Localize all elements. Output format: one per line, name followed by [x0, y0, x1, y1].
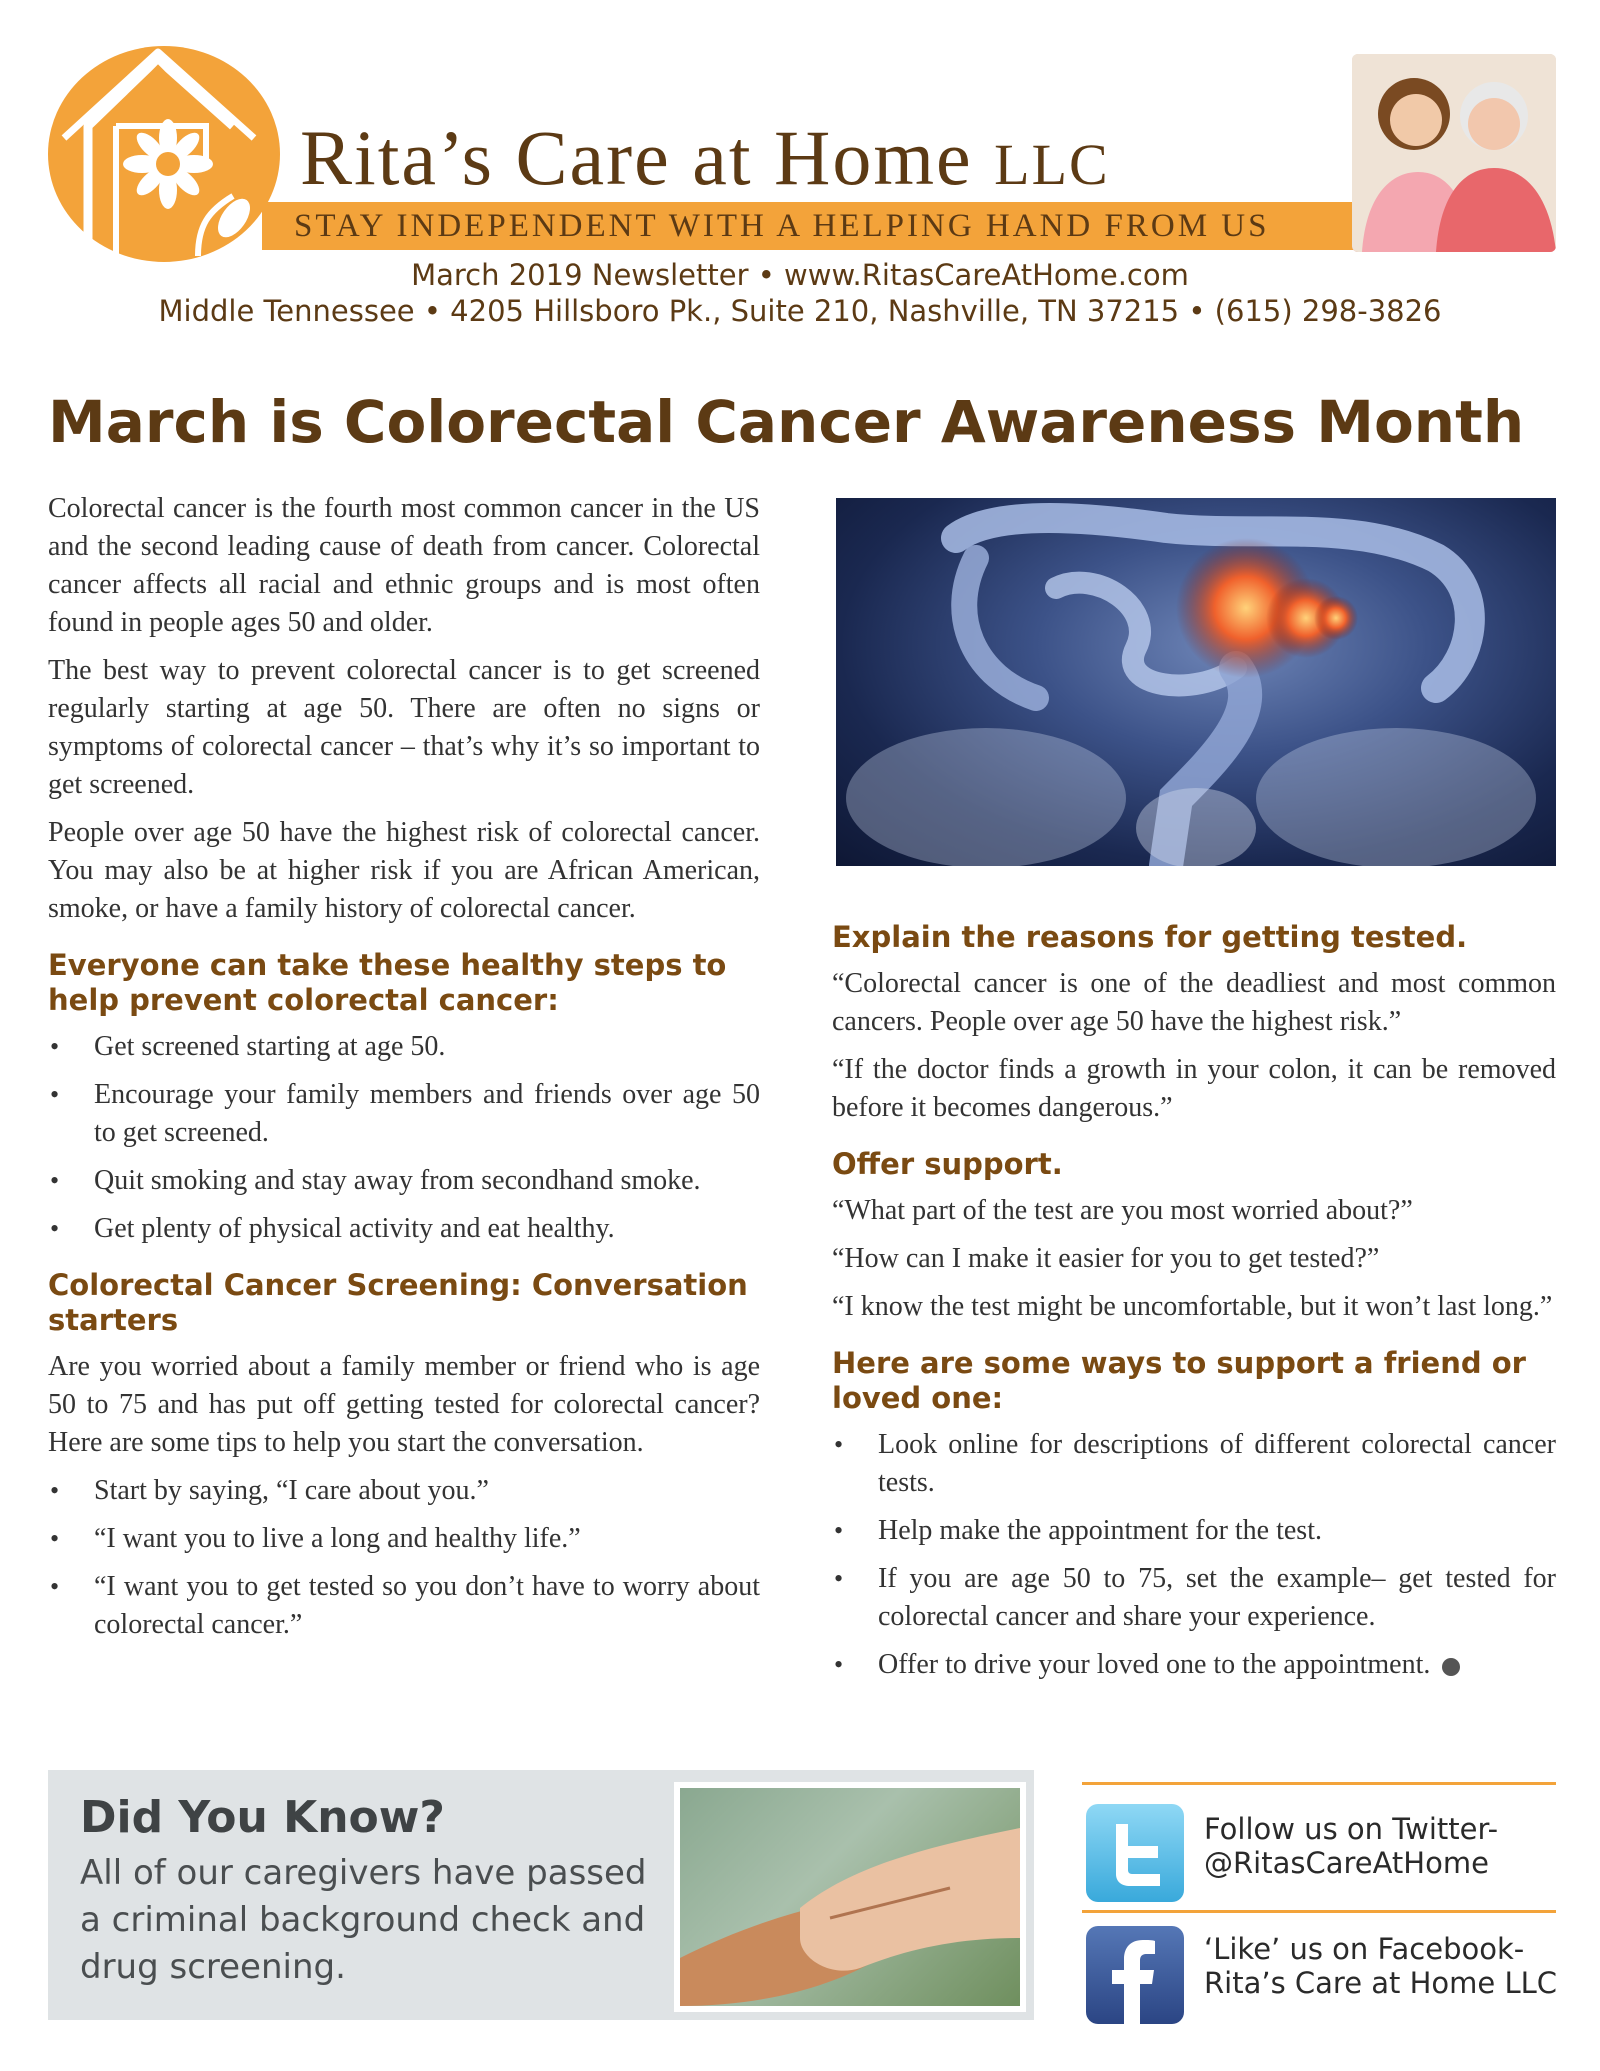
support-quote-1: “What part of the test are you most worried about?”: [832, 1195, 1413, 1226]
list-item: • “I want you to live a long and healthy life.”: [48, 1520, 760, 1558]
list-item: • If you are age 50 to 75, set the example– get tested for colorectal cancer and share your experience.: [832, 1560, 1556, 1636]
ways-heading: Here are some ways to support a friend or loved one:: [832, 1346, 1526, 1415]
facebook-page-name: Rita’s Care at Home LLC: [1204, 1966, 1558, 2000]
conversation-heading: Colorectal Cancer Screening: Conversation starters: [48, 1268, 748, 1337]
house-flower-logo-icon: [48, 46, 280, 262]
list-item: • Help make the appointment for the test.: [832, 1512, 1556, 1550]
twitter-bird-icon[interactable]: [1086, 1804, 1184, 1902]
conversation-list: [48, 1472, 760, 1644]
colon-illustration-image: [836, 498, 1556, 866]
twitter-line-1: Follow us on Twitter-: [1204, 1812, 1499, 1846]
list-item: • “I want you to get tested so you don’t have to worry about colorectal cancer.”: [48, 1568, 760, 1644]
social-divider-middle: [1082, 1910, 1556, 1913]
support-quote-3: “I know the test might be uncomfortable, but it won’t last long.”: [832, 1291, 1553, 1322]
list-item: • Get screened starting at age 50.: [48, 1028, 760, 1066]
list-item: • Encourage your family members and friends over age 50 to get screened.: [48, 1076, 760, 1152]
support-heading: Offer support.: [832, 1147, 1063, 1181]
right-column: [832, 900, 1556, 1694]
ways-list: [832, 1426, 1556, 1684]
left-column: [48, 490, 760, 1654]
caregiver-photo: [1352, 54, 1556, 252]
brand-suffix: LLC: [994, 132, 1110, 197]
facebook-like-text[interactable]: [1204, 1932, 1564, 2000]
explain-quote-1: “Colorectal cancer is one of the deadliest and most common cancers. People over age 50 have the highest risk.”: [832, 968, 1556, 1037]
list-item: • Start by saying, “I care about you.”: [48, 1472, 760, 1510]
explain-heading: Explain the reasons for getting tested.: [832, 920, 1468, 954]
healthy-steps-heading: Everyone can take these healthy steps to help prevent colorectal cancer:: [48, 948, 727, 1017]
article-title: March is Colorectal Cancer Awareness Month: [48, 388, 1525, 456]
explain-quote-2: “If the doctor finds a growth in your colon, it can be removed before it becomes dangerous.”: [832, 1054, 1556, 1123]
list-item: • Look online for descriptions of different colorectal cancer tests.: [832, 1426, 1556, 1502]
did-you-know-title: Did You Know?: [80, 1792, 445, 1843]
intro-paragraph-2: The best way to prevent colorectal cancer is to get screened regularly starting at age 50. There are often no signs or symptoms of colorectal cancer – that’s why it’s so important to get screened.: [48, 655, 760, 800]
brand-name-text: Rita’s Care at Home: [300, 114, 973, 201]
facebook-f-icon[interactable]: [1086, 1926, 1184, 2024]
intro-paragraph-3: People over age 50 have the highest risk of colorectal cancer. You may also be at higher risk if you are African American, smoke, or have a family history of colorectal cancer.: [48, 817, 760, 924]
address-line: Middle Tennessee • 4205 Hillsboro Pk., Suite 210, Nashville, TN 37215 • (615) 298-3826: [158, 294, 1442, 328]
support-quote-2: “How can I make it easier for you to get tested?”: [832, 1243, 1380, 1274]
list-item-last: [832, 1646, 1556, 1684]
conversation-intro: Are you worried about a family member or friend who is age 50 to 75 and has put off getting tested for colorectal cancer? Here are some tips to help you start the conversation.: [48, 1351, 760, 1458]
holding-hands-photo: [674, 1782, 1026, 2012]
list-item-text: Offer to drive your loved one to the appointment.: [878, 1649, 1431, 1680]
tagline: STAY INDEPENDENT WITH A HELPING HAND FROM US: [294, 208, 1270, 244]
list-item: • Quit smoking and stay away from secondhand smoke.: [48, 1162, 760, 1200]
facebook-line-1: ‘Like’ us on Facebook-: [1204, 1932, 1525, 1966]
brand-name: [300, 112, 1340, 204]
intro-paragraph-1: Colorectal cancer is the fourth most common cancer in the US and the second leading cause of death from cancer. Colorectal cancer affects all racial and ethnic groups and is most often found in people ages 50 and older.: [48, 493, 760, 638]
social-divider-top: [1082, 1782, 1556, 1785]
end-mark-icon: [1442, 1658, 1460, 1676]
list-item: • Get plenty of physical activity and eat healthy.: [48, 1210, 760, 1248]
did-you-know-text: All of our caregivers have passed a criminal background check and drug screening.: [80, 1853, 647, 1987]
twitter-follow-text[interactable]: [1204, 1812, 1564, 1880]
newsletter-line: March 2019 Newsletter • www.RitasCareAtHome.com: [411, 258, 1189, 292]
healthy-steps-list: [48, 1028, 760, 1248]
twitter-handle: @RitasCareAtHome: [1204, 1846, 1489, 1880]
